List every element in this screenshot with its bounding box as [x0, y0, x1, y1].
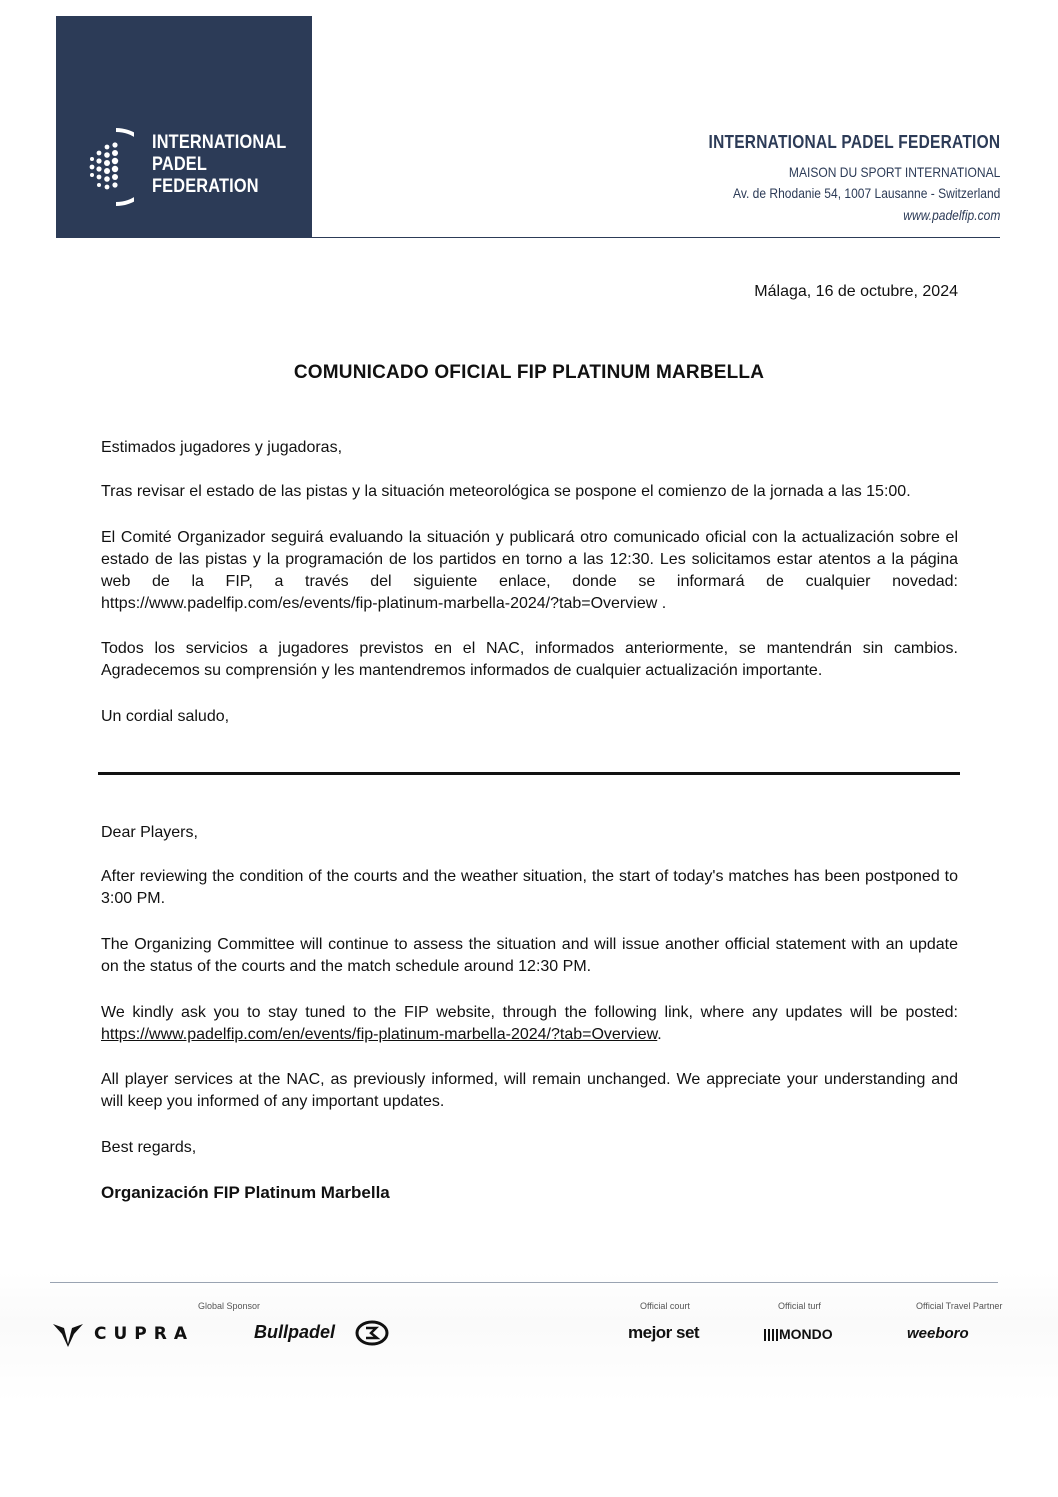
bullpadel-emblem-icon — [354, 1318, 390, 1348]
cupra-emblem-icon — [52, 1322, 84, 1348]
weeboro-logo: weeboro — [907, 1325, 969, 1342]
address-line-1: MAISON DU SPORT INTERNATIONAL — [788, 164, 1000, 180]
english-paragraph-2-block — [101, 934, 958, 978]
english-paragraph-2: The Organizing Committee will continue to assess the situation and will issue another official statement with an update on the status of the courts and the match schedule around 12:30 PM. — [101, 936, 958, 975]
spanish-paragraph-1-block — [101, 481, 958, 503]
organization-address-block — [708, 132, 1000, 226]
english-paragraph-3-end: . — [657, 1026, 662, 1043]
address-line-2: Av. de Rhodanie 54, 1007 Lausanne - Switzerland — [732, 185, 1000, 201]
language-separator — [98, 772, 960, 775]
mejorset-logo: mejor set — [628, 1323, 700, 1342]
english-closing: Best regards, — [101, 1139, 197, 1156]
global-sponsor-label: Global Sponsor — [198, 1301, 261, 1311]
spanish-paragraph-2-block — [101, 527, 958, 615]
english-paragraph-3-block — [101, 1002, 958, 1046]
spanish-closing-block — [101, 706, 958, 728]
spanish-paragraph-1: Tras revisar el estado de las pistas y la situación meteorológica se pospone el comienzo de la jornada a las 15:00. — [101, 483, 911, 500]
fip-event-link[interactable]: https://www.padelfip.com/en/events/fip-platinum-marbella-2024/?tab=Overview — [101, 1026, 658, 1043]
document-title: COMUNICADO OFICIAL FIP PLATINUM MARBELLA — [293, 362, 765, 383]
english-paragraph-3-text: We kindly ask you to stay tuned to the FIP website, through the following link, where any updates will be posted: — [101, 1004, 958, 1021]
cupra-logo: CUPRA — [94, 1324, 194, 1344]
logo-line-2: PADEL — [152, 154, 208, 175]
mondo-logo: MONDO — [779, 1326, 833, 1342]
federation-logo-box — [56, 16, 312, 238]
spanish-greeting-block — [101, 437, 958, 459]
english-paragraph-1-block — [101, 866, 958, 910]
padel-ball-icon — [86, 126, 134, 208]
official-court-label: Official court — [640, 1301, 690, 1311]
logo-line-1: INTERNATIONAL — [152, 132, 287, 153]
footer-divider — [50, 1282, 998, 1283]
english-paragraph-4: All player services at the NAC, as previously informed, will remain unchanged. We appreciate your understanding and will keep you informed of any important updates. — [101, 1071, 958, 1110]
logo-line-3: FEDERATION — [152, 176, 259, 197]
federation-logo-text — [152, 132, 286, 198]
official-travel-partner-label: Official Travel Partner — [916, 1301, 1003, 1311]
english-paragraph-4-block — [101, 1069, 958, 1113]
english-greeting: Dear Players, — [101, 824, 198, 841]
spanish-paragraph-3: Todos los servicios a jugadores previstos en el NAC, informados anteriormente, se mantendrán sin cambios. Agradecemos su comprensión y les mantendremos informados de cualquier actualización importante. — [101, 640, 958, 679]
spanish-greeting: Estimados jugadores y jugadoras, — [101, 439, 343, 456]
spanish-paragraph-3-block — [101, 638, 958, 682]
document-date: Málaga, 16 de octubre, 2024 — [754, 283, 958, 300]
signature: Organización FIP Platinum Marbella — [101, 1183, 390, 1202]
organization-name: INTERNATIONAL PADEL FEDERATION — [708, 132, 1000, 152]
official-turf-label: Official turf — [778, 1301, 821, 1311]
mondo-stripes-icon — [764, 1329, 778, 1341]
spanish-closing: Un cordial saludo, — [101, 708, 230, 725]
english-greeting-block — [101, 822, 958, 844]
english-paragraph-1: After reviewing the condition of the courts and the weather situation, the start of today's matches has been postponed to 3:00 PM. — [101, 868, 958, 907]
website-link[interactable]: www.padelfip.com — [902, 207, 1000, 223]
spanish-paragraph-2: El Comité Organizador seguirá evaluando la situación y publicará otro comunicado oficial con la actualización sobre el estado de las pistas y la programación de los partidos en torno a las 12:30. Les solicitamos estar atentos a la página web de la FIP, a través del siguiente enlace, donde se informará de cualquier novedad: https://www.padelfip.com/es/events/fip-platinum-marbella-2024/?tab=Overview . — [101, 529, 958, 612]
header-divider — [312, 237, 1000, 238]
english-closing-block — [101, 1137, 958, 1159]
bullpadel-logo: Bullpadel — [254, 1322, 336, 1342]
english-paragraph-3 — [101, 1002, 958, 1046]
